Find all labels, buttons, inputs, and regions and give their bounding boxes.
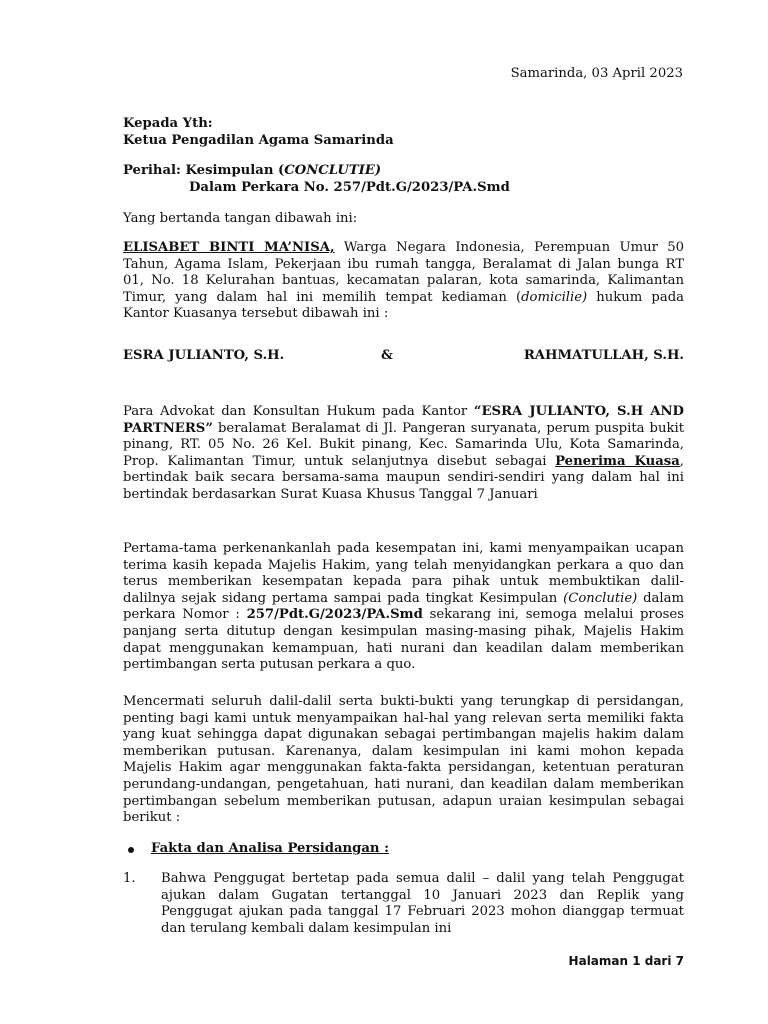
advocate-ampersand: & bbox=[381, 348, 393, 363]
recipient-salutation: Kepada Yth: bbox=[123, 116, 213, 131]
subject-label-italic: CONCLUTIE) bbox=[284, 163, 382, 178]
party-name: ELISABET BINTI MA’NISA, bbox=[123, 240, 335, 255]
advocate-first: ESRA JULIANTO, S.H. bbox=[123, 348, 285, 363]
opening-text: Pertama-tama perkenankanlah pada kesempatan ini, kami menyampaikan ucapan terima kasih kepada Majelis Hakim, yang telah menyidangkan perkara a quo dan terus memberikan kesempatan kepada para pihak untuk membuktikan dalil-dalilnya sejak sidang pertama sampai pada tingkat Kesimpulan bbox=[123, 541, 684, 606]
advocates-row bbox=[123, 348, 684, 365]
firm-paragraph bbox=[123, 404, 684, 504]
list-item-number: 1. bbox=[123, 871, 136, 886]
letter-date: Samarinda, 03 April 2023 bbox=[510, 66, 683, 81]
opening-case-number: 257/Pdt.G/2023/PA.Smd bbox=[246, 607, 423, 623]
advocate-second: RAHMATULLAH, S.H. bbox=[523, 348, 684, 363]
firm-role: Penerima Kuasa bbox=[555, 453, 680, 469]
opening-text-mid: dalam perkara Nomor : bbox=[123, 590, 684, 623]
opening-text-end: sekarang ini, semoga melalui proses panjang serta ditutup dengan kesimpulan masing-masing pihak, Majelis Hakim dapat menggunakan kemampuan, hati nurani dan keadilan dalam memberikan pertimbangan serta putusan perkara a quo. bbox=[123, 607, 684, 673]
opening-paragraph bbox=[123, 541, 684, 674]
subject-block bbox=[123, 163, 643, 196]
subject-case-line: Dalam Perkara No. 257/Pdt.G/2023/PA.Smd bbox=[189, 179, 510, 195]
party-description-italic: domicilie) bbox=[521, 289, 588, 305]
analysis-paragraph: Mencermati seluruh dalil-dalil serta bukti-bukti yang terungkap di persidangan, penting bagi kami untuk menyampaikan hal-hal yang relevan serta memiliki fakta yang kuat sehingga dapat digunakan sebagai pertimbangan majelis hakim dalam memberikan putusan. Karenanya, dalam kesimpulan ini kami mohon kepada Majelis Hakim agar menggunakan fakta-fakta persidangan, ketentuan peraturan perundang-undangan, pengetahuan, hati nurani, dan keadilan dalam memberikan pertimbangan sebelum memberikan putusan, adapun uraian kesimpulan sebagai berikut : bbox=[123, 694, 684, 826]
subject-label: Perihal: Kesimpulan ( bbox=[123, 163, 285, 178]
bullet-icon bbox=[128, 847, 134, 853]
opening-italic: (Conclutie) bbox=[563, 590, 638, 606]
firm-paragraph-address: beralamat Beralamat di Jl. Pangeran suryanata, perum puspita bukit pinang, RT. 05 No. 26 Kel. Bukit pinang, Kec. Samarinda Ulu, Kota Samarinda, Prop. Kalimantan Timur, untuk selanjutnya disebut sebagai bbox=[123, 420, 684, 469]
intro-text: Yang bertanda tangan dibawah ini: bbox=[123, 211, 358, 226]
firm-paragraph-text: Para Advokat dan Konsultan Hukum pada Kantor bbox=[123, 404, 474, 419]
party-description: Warga Negara Indonesia, Perempuan Umur 50 Tahun, Agama Islam, Pekerjaan ibu rumah tangga, Beralamat di Jalan bunga RT 01, No. 18 Kelurahan bantuas, kecamatan palaran, kota samarinda, Kalimantan Timur, yang dalam hal ini memilih tempat kediaman ( bbox=[123, 240, 685, 305]
list-item-text: Bahwa Penggugat bertetap pada semua dalil – dalil yang telah Penggugat ajukan dalam Gugatan tertanggal 10 Januari 2023 dan Replik yang Penggugat ajukan pada tanggal 17 Februari 2023 mohon dianggap termuat dan terulang kembali dalam kesimpulan ini bbox=[161, 871, 684, 936]
party-description-end: hukum pada Kantor Kuasanya tersebut dibawah ini : bbox=[123, 289, 684, 322]
firm-name: “ESRA JULIANTO, S.H AND PARTNERS” bbox=[123, 404, 684, 436]
subject-line bbox=[123, 163, 643, 180]
recipient-block bbox=[123, 116, 643, 149]
section-heading: Fakta dan Analisa Persidangan : bbox=[151, 841, 389, 856]
page-number: Halaman 1 dari 7 bbox=[568, 954, 684, 968]
party-paragraph bbox=[123, 240, 684, 323]
recipient-name: Ketua Pengadilan Agama Samarinda bbox=[123, 132, 394, 148]
firm-paragraph-end: , bertindak baik secara bersama-sama maupun sendiri-sendiri yang dalam hal ini bertindak berdasarkan Surat Kuasa Khusus Tanggal 7 Januari bbox=[123, 453, 684, 502]
